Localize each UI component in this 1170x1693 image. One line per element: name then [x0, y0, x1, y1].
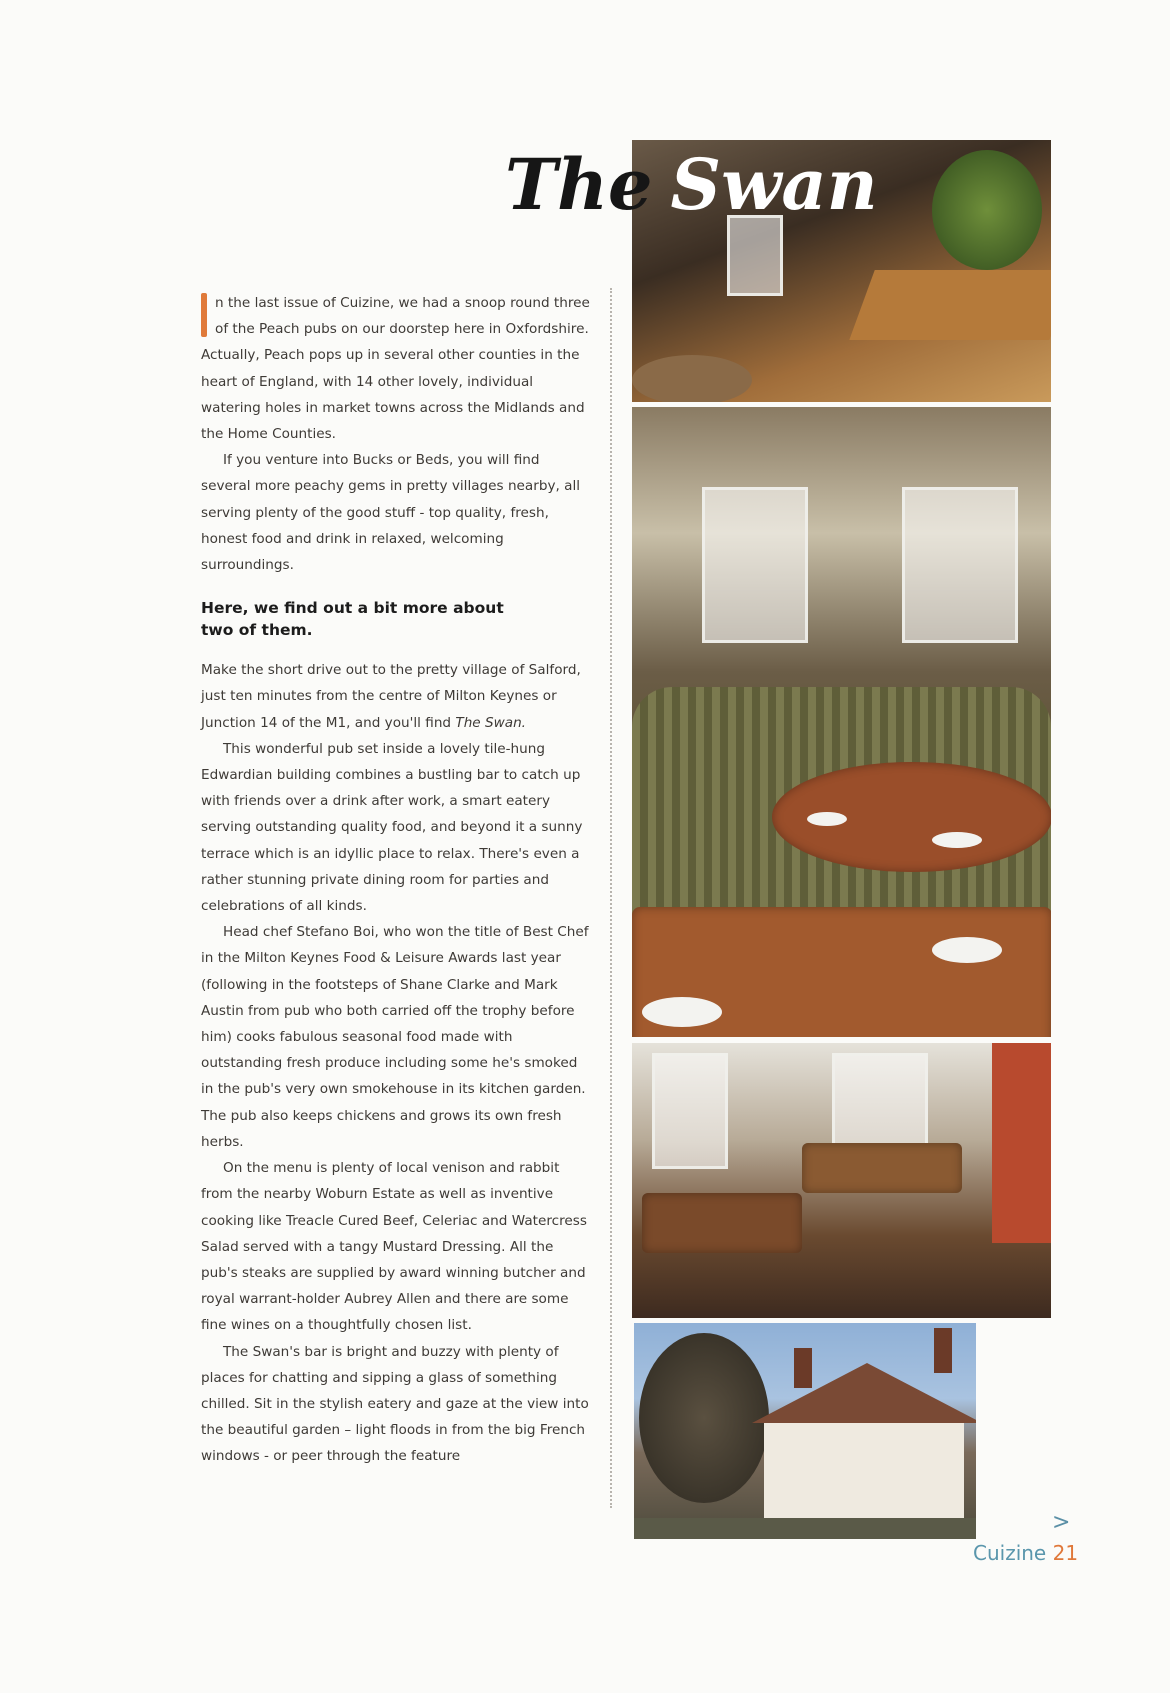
body-paragraph-2: This wonderful pub set inside a lovely tile-hung Edwardian building combines a bustling bar to catch up with friends over a drink after work, a smart eatery serving outstanding quality food, and beyond it a sunny terrace which is an idyllic place to relax. There's even a rather stunning private dining room for parties and celebrations of all kinds.: [201, 740, 583, 915]
photo-chimney: [794, 1348, 812, 1388]
photo-ground: [634, 1518, 976, 1539]
photo-chimney: [934, 1328, 952, 1373]
photo-bar-counter: [849, 270, 1051, 340]
photo-plate: [932, 937, 1002, 963]
page-number: 21: [1052, 1541, 1079, 1565]
body-paragraph-1: [201, 657, 593, 736]
photo-table: [632, 355, 752, 402]
title-word-swan: Swan: [670, 143, 878, 226]
photo-pub-exterior: [634, 1323, 976, 1539]
photo-window: [727, 215, 783, 296]
photo-plate: [642, 997, 722, 1027]
article-body: [201, 290, 593, 1470]
body-paragraph-4: On the menu is plenty of local venison and rabbit from the nearby Woburn Estate as well as inventive cooking like Treacle Cured Beef, Celeriac and Watercress Salad served with a tangy Mustard Dressing. All the pub's steaks are supplied by award winning butcher and royal warrant-holder Aubrey Allen and there are some fine wines on a thoughtfully chosen list.: [201, 1160, 587, 1334]
pub-name-italic: The Swan.: [455, 714, 527, 731]
next-page-chevron: >: [1052, 1510, 1071, 1535]
photo-table: [642, 1193, 802, 1253]
body-paragraph-5: The Swan's bar is bright and buzzy with plenty of places for chatting and sipping a glass of something chilled. Sit in the stylish eatery and gaze at the view into the beautiful garden – light floods in from the big French windows - or peer through the feature: [201, 1343, 589, 1465]
intro-paragraph-1: [201, 290, 593, 447]
photo-tree: [639, 1333, 769, 1503]
article-subhead: Here, we find out a bit more about two of them.: [201, 599, 504, 640]
article-title: [505, 143, 878, 226]
magazine-name: Cuizine: [973, 1541, 1047, 1565]
photo-window: [652, 1053, 728, 1169]
photo-window-left: [702, 487, 808, 643]
page-footer: [973, 1541, 1078, 1565]
title-word-the: The: [505, 143, 653, 226]
photo-eatery: [632, 1043, 1051, 1318]
body-paragraph-1-text: Make the short drive out to the pretty village of Salford, just ten minutes from the centre of Milton Keynes or Junction 14 of the M1, and you'll find: [201, 662, 581, 731]
photo-plate: [807, 812, 847, 826]
body-paragraph-3: Head chef Stefano Boi, who won the title of Best Chef in the Milton Keynes Food & Leisure Awards last year (following in the footsteps of Shane Clarke and Mark Austin from pub who both carried off the trophy before him) cooks fabulous seasonal food made with outstanding fresh produce including some he's smoked in the pub's very own smokehouse in its kitchen garden. The pub also keeps chickens and grows its own fresh herbs.: [201, 924, 589, 1150]
photo-window-right: [902, 487, 1018, 643]
photo-red-pillar: [992, 1043, 1051, 1243]
intro-paragraph-1-text: n the last issue of Cuizine, we had a snoop round three of the Peach pubs on our doorstep here in Oxfordshire. Actually, Peach pops up in several other counties in the heart of England, with 14 other lovely, individual watering holes in market towns across the Midlands and the Home Counties.: [201, 295, 590, 443]
photo-house-facade: [764, 1423, 964, 1518]
photo-dining-room: [632, 407, 1051, 1037]
column-divider: [610, 288, 612, 1508]
intro-paragraph-2: If you venture into Bucks or Beds, you will find several more peachy gems in pretty villages nearby, all serving plenty of the good stuff - top quality, fresh, honest food and drink in relaxed, welcoming surroundings.: [201, 452, 581, 574]
photo-plate: [932, 832, 982, 848]
drop-cap-bar: [201, 293, 207, 337]
photo-table: [802, 1143, 962, 1193]
photo-plant: [932, 150, 1042, 270]
